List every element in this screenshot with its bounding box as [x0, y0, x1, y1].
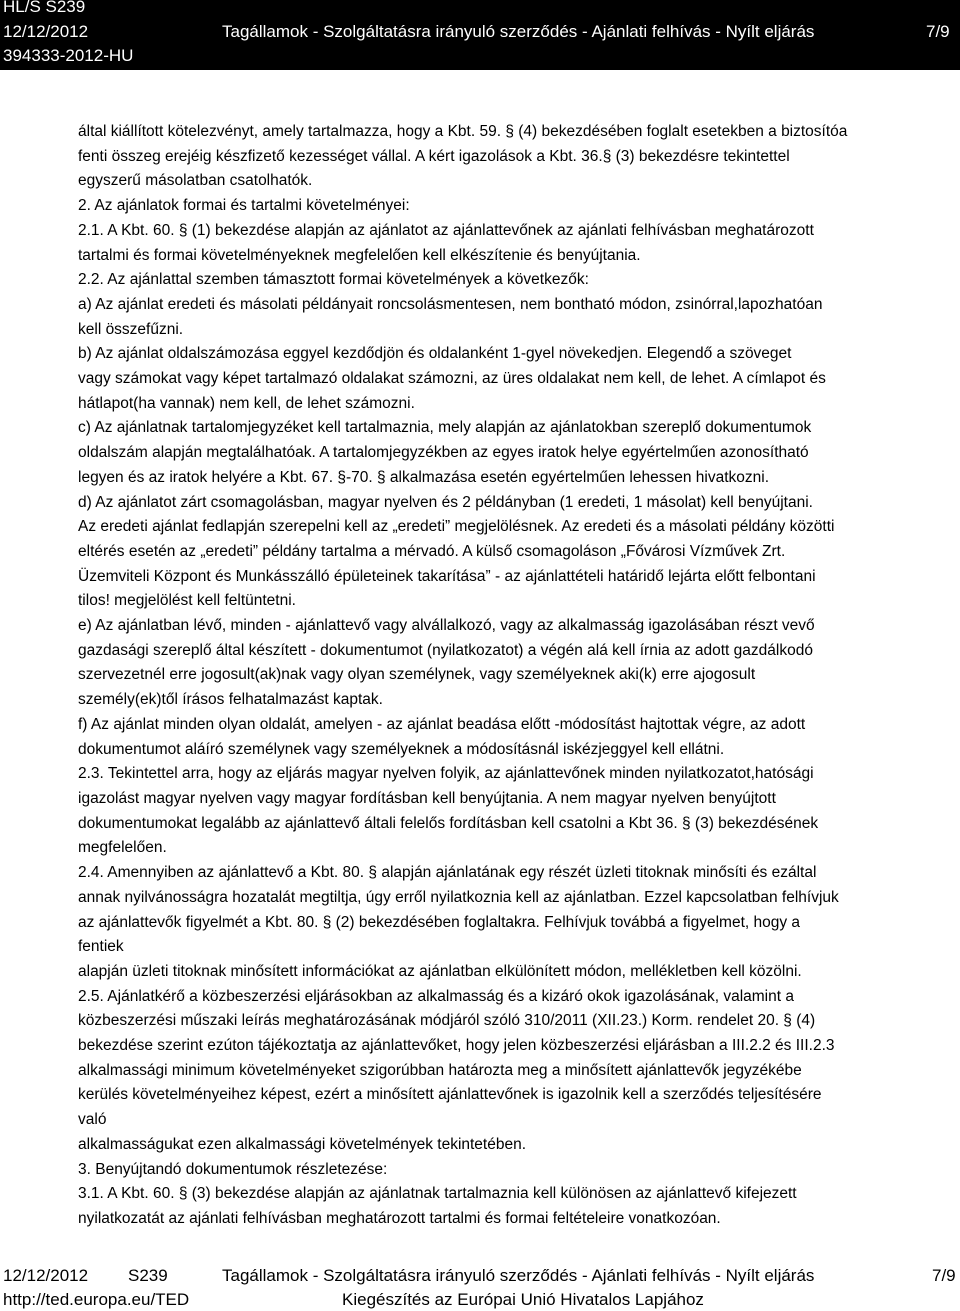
body-line: e) Az ajánlatban lévő, minden - ajánlattevő vagy alvállalkozó, vagy az alkalmasság igazolásában részt vevő	[78, 617, 815, 635]
body-line: eltérés esetén az „eredeti” példány tartalma a mérvadó. A külső csomagoláson „Fővárosi Vízművek Zrt.	[78, 542, 786, 560]
header-title: Tagállamok - Szolgáltatásra irányuló szerződés - Ajánlati felhívás - Nyílt eljárás	[222, 22, 815, 41]
footer-date: 12/12/2012	[3, 1266, 89, 1285]
footer-url-link[interactable]: http://ted.europa.eu/TED	[3, 1290, 190, 1309]
body-line: megfelelően.	[78, 839, 167, 857]
body-line: annak nyilvánosságra hozatalát megtiltja, úgy erről nyilatkoznia kell az ajánlatban. Ezzel kapcsolatban felhívjuk	[78, 888, 839, 906]
body-line: kell összefűzni.	[78, 320, 184, 338]
body-line: 3. Benyújtandó dokumentumok részletezése:	[78, 1160, 388, 1178]
body-line: dokumentumot aláíró személynek vagy személyeknek a módosításnál iskézjeggyel kell ellátni.	[78, 740, 725, 758]
body-line: egyszerű másolatban csatolhatók.	[78, 172, 313, 190]
body-line: oldalszám alapján megtalálhatóak. A tartalomjegyzékben az egyes iratok helye egyértelműen azonosítható	[78, 444, 809, 462]
body-line: Üzemviteli Központ és Munkásszálló épületeinek takarítása” - az ajánlattételi határidő lejárta előtt felbontani	[78, 567, 816, 585]
footer-publisher: Kiegészítés az Európai Unió Hivatalos Lapjához	[342, 1290, 704, 1309]
body-line: gazdasági szereplő által készített - dokumentumot (nyilatkozatot) a végén alá kell írnia az adott gazdálkodó	[78, 641, 813, 659]
body-line: 2.1. A Kbt. 60. § (1) bekezdése alapján az ajánlatot az ajánlattevőnek az ajánlati felhívásban meghatározott	[78, 221, 814, 239]
body-line: fentiek	[78, 938, 124, 956]
body-line: tartalmi és formai követelményeknek megfelelően kell elkészítenie és benyújtania.	[78, 246, 641, 264]
body-line: Az eredeti ajánlat fedlapján szerepelni kell az „eredeti” megjelölésnek. Az eredeti és a másolati példány közötti	[78, 518, 835, 536]
body-line: 3.1. A Kbt. 60. § (3) bekezdése alapján az ajánlatnak tartalmaznia kell különösen az ajánlattevő kifejezett	[78, 1185, 797, 1203]
document-body	[78, 120, 960, 1232]
body-line: 2.3. Tekintettel arra, hogy az eljárás magyar nyelven folyik, az ajánlattevőnek minden nyilatkozatot,hatósági	[78, 765, 814, 783]
body-line: vagy számokat vagy képet tartalmazó oldalakat számozni, az üres oldalakat nem kell, de lehet. A címlapot és	[78, 370, 826, 388]
body-line: alkalmasságukat ezen alkalmassági követelmények tekintetében.	[78, 1135, 527, 1153]
body-line: közbeszerzési műszaki leírás meghatározásának módjáról szóló 310/2011 (XII.23.) Korm. rendelet 20. § (4)	[78, 1012, 816, 1030]
body-line: 2.2. Az ajánlattal szemben támasztott formai követelmények a következők:	[78, 271, 589, 289]
body-line: való	[78, 1111, 107, 1129]
header-page-number: 7/9	[926, 22, 950, 41]
body-line: szervezetnél erre jogosult(ak)nak vagy olyan személynek, vagy személyeknek aki(k) erre ajogosult	[78, 666, 756, 684]
body-line: legyen és az iratok helyére a Kbt. 67. §-70. § alkalmazása esetén egyértelműen lehessen hivatkozni.	[78, 468, 770, 486]
body-line: által kiállított kötelezvényt, amely tartalmazza, hogy a Kbt. 59. § (4) bekezdésében foglalt esetekben a biztosítóa	[78, 123, 848, 140]
body-line: d) Az ajánlatot zárt csomagolásban, magyar nyelven és 2 példányban (1 eredeti, 1 másolat) kell benyújtani.	[78, 493, 813, 511]
body-line: dokumentumokat legalább az ajánlattevő általi felelős fordításban kell csatolni a Kbt 36. § (3) bekezdésének	[78, 814, 819, 832]
body-line: nyilatkozatát az ajánlati felhívásban meghatározott tartalmi és formai feltételeire vonatkozóan.	[78, 1209, 721, 1227]
body-line: f) Az ajánlat minden olyan oldalát, amelyen - az ajánlat beadása előtt -módosítást hajtottak végre, az adott	[78, 715, 806, 733]
body-line: c) Az ajánlatnak tartalomjegyzéket kell tartalmaznia, mely alapján az ajánlatokban szereplő dokumentumok	[78, 419, 812, 437]
header-date: 12/12/2012	[3, 22, 89, 41]
body-line: alapján üzleti titoknak minősített információkat az ajánlatban elkülönített módon, mellékletben kell közölni.	[78, 962, 802, 980]
header-notice-id: 394333-2012-HU	[3, 46, 134, 65]
body-line: fenti összeg erejéig készfizető kezességet vállal. A kért igazolások a Kbt. 36.§ (3) bekezdésre tekintettel	[78, 147, 790, 165]
body-line: 2. Az ajánlatok formai és tartalmi követelményei:	[78, 197, 410, 215]
body-line: a) Az ajánlat eredeti és másolati példányait roncsolásmentesen, nem bontható módon, zsinórral,lapozhatóan	[78, 295, 823, 313]
body-line: személy(ek)től írásos felhatalmazást kaptak.	[78, 691, 383, 709]
body-line: 2.5. Ajánlatkérő a közbeszerzési eljárásokban az alkalmasság és a kizáró okok igazolásának, valamint a	[78, 987, 794, 1005]
body-line: tilos! megjelölést kell feltüntetni.	[78, 592, 296, 610]
footer-series: S239	[128, 1266, 168, 1285]
footer-title: Tagállamok - Szolgáltatásra irányuló szerződés - Ajánlati felhívás - Nyílt eljárás	[222, 1266, 815, 1285]
header-series: HL/S S239	[3, 0, 86, 16]
footer-page-number: 7/9	[932, 1266, 956, 1285]
body-line: 2.4. Amennyiben az ajánlattevő a Kbt. 80. § alapján ajánlatának egy részét üzleti titoknak minősíti és ezáltal	[78, 864, 817, 882]
body-line: alkalmassági minimum követelményeket szigorúbban határozta meg a minősített ajánlattevők jegyzékébe	[78, 1061, 802, 1079]
body-line: igazolást magyar nyelven vagy magyar fordításban kell benyújtania. A nem magyar nyelven benyújtott	[78, 789, 776, 807]
body-line: kerülés követelményeihez képest, ezért a minősített ajánlattevőnek is igazolnik kell a szerződés teljesítésére	[78, 1086, 822, 1104]
body-line: bekezdése szerint ezúton tájékoztatja az ajánlattevőket, hogy jelen közbeszerzési eljárásban a III.2.2 és III.2.3	[78, 1037, 835, 1055]
body-line: hátlapot(ha vannak) nem kell, de lehet számozni.	[78, 394, 415, 412]
body-line: b) Az ajánlat oldalszámozása eggyel kezdődjön és oldalanként 1-gyel növekedjen. Elegendő a szöveget	[78, 345, 792, 363]
body-line: az ajánlattevők figyelmét a Kbt. 80. § (2) bekezdésében foglaltakra. Felhívjuk továbbá a figyelmet, hogy a	[78, 913, 801, 931]
